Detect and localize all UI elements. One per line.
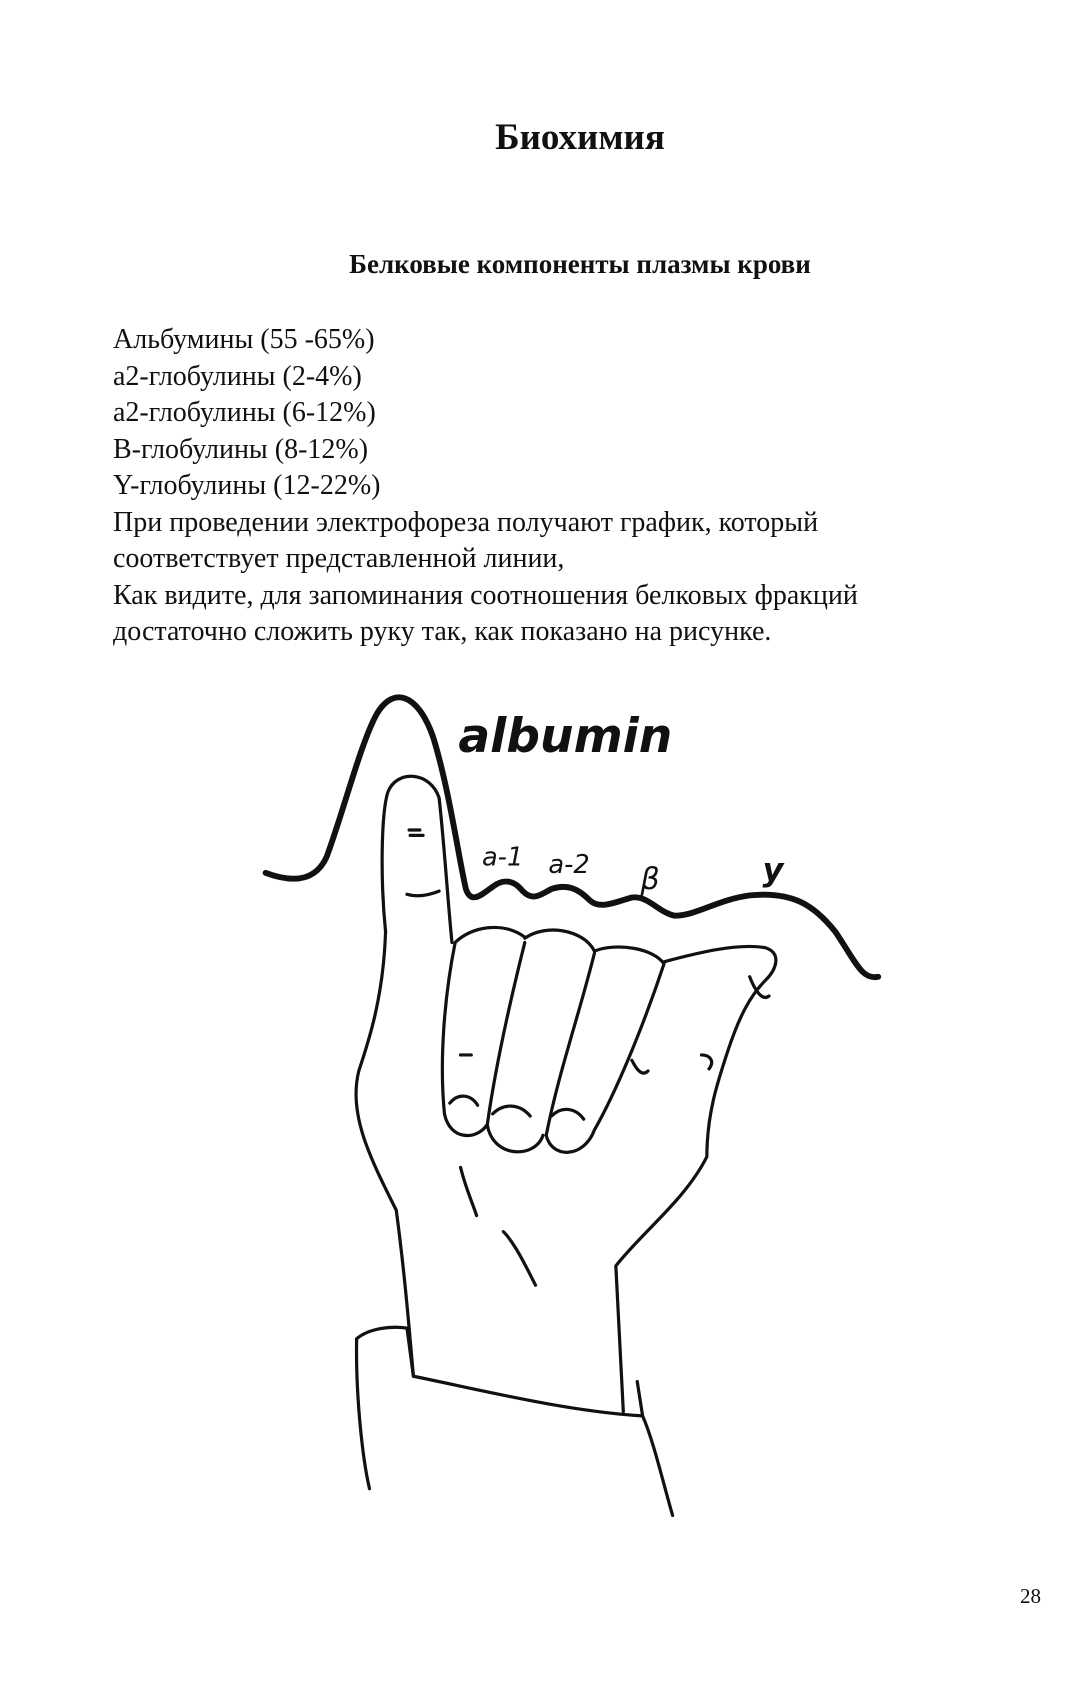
text-line: достаточно сложить руку так, как показано на рисунке. bbox=[113, 616, 772, 647]
section-subtitle: Белковые компоненты плазмы крови bbox=[349, 249, 811, 279]
hand-outline-left bbox=[356, 932, 413, 1376]
finger-3 bbox=[546, 947, 664, 1152]
page-title: Биохимия bbox=[495, 117, 665, 158]
text-line: Как видите, для запоминания соотношения белковых фракций bbox=[113, 579, 858, 611]
text-line: При проведении электрофореза получают график, который bbox=[113, 506, 819, 538]
beta-label: β bbox=[640, 861, 660, 897]
text-line: соответствует представленной линии, bbox=[113, 543, 565, 574]
index-finger bbox=[382, 776, 452, 942]
page-number: 28 bbox=[1020, 1584, 1041, 1608]
sleeve-cuff bbox=[357, 1327, 673, 1515]
alpha1-label: a-1 bbox=[481, 842, 524, 873]
gamma-label: y bbox=[762, 850, 784, 889]
finger-1 bbox=[442, 927, 524, 1135]
finger-2 bbox=[487, 930, 594, 1152]
text-line: а2-глобулины (6-12%) bbox=[113, 397, 376, 428]
albumin-label: albumin bbox=[458, 708, 673, 764]
thumb bbox=[616, 946, 776, 1411]
text-line: Y-глобулины (12-22%) bbox=[113, 470, 381, 501]
text-line: В-глобулины (8-12%) bbox=[113, 433, 369, 465]
alpha2-label: a-2 bbox=[548, 849, 590, 880]
text-line: а2-глобулины (2-4%) bbox=[113, 360, 362, 392]
text-line: Альбумины (55 -65%) bbox=[113, 324, 375, 355]
